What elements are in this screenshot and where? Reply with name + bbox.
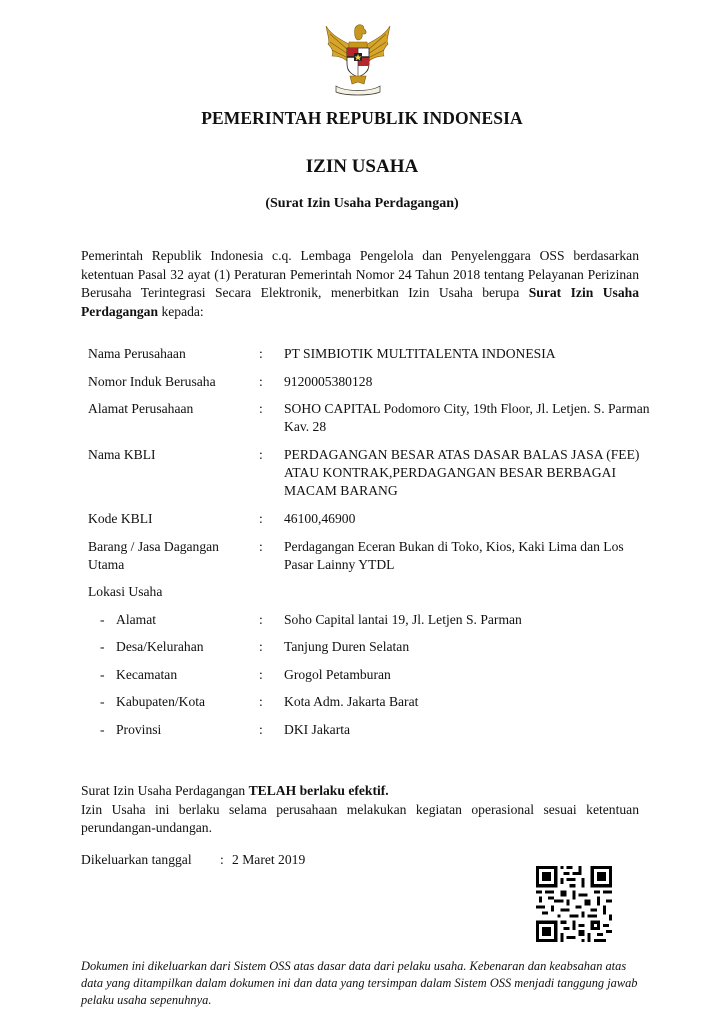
value-nib: 9120005380128 — [284, 374, 373, 389]
validity-paragraph — [81, 782, 639, 838]
label-alamat: Alamat — [116, 612, 157, 627]
value-kabupaten: Kota Adm. Jakarta Barat — [284, 694, 419, 709]
colon: : — [259, 667, 263, 682]
value-provinsi: DKI Jakarta — [284, 722, 351, 737]
label-desa: Desa/Kelurahan — [116, 639, 204, 654]
colon: : — [259, 639, 263, 654]
status-line — [81, 782, 639, 801]
colon: : — [259, 722, 263, 737]
document-subtitle: (Surat Izin Usaha Perdagangan) — [265, 196, 459, 211]
value-nama-kbli: PERDAGANGAN BESAR ATAS DASAR BALAS JASA (FEE) ATAU KONTRAK,PERDAGANGAN BESAR BERBAGAI MACAM BARANG — [284, 447, 640, 498]
colon: : — [220, 852, 224, 867]
colon: : — [259, 511, 263, 526]
value-kode-kbli: 46100,46900 — [284, 511, 356, 526]
intro-paragraph — [81, 247, 639, 321]
issued-date-label: Dikeluarkan tanggal — [81, 852, 192, 867]
colon: : — [259, 374, 263, 389]
colon: : — [259, 401, 263, 416]
status-prefix: Surat Izin Usaha Perdagangan — [81, 783, 249, 798]
value-alamat-perusahaan: SOHO CAPITAL Podomoro City, 19th Floor, Jl. Letjen. S. Parman Kav. 28 — [284, 401, 650, 434]
label-nama-kbli: Nama KBLI — [88, 447, 156, 462]
qr-code-icon — [536, 866, 612, 942]
intro-text-end: kepada: — [158, 303, 204, 319]
value-barang-jasa: Perdagangan Eceran Bukan di Toko, Kios, Kaki Lima dan Los Pasar Lainny YTDL — [284, 539, 624, 572]
label-kode-kbli: Kode KBLI — [88, 511, 153, 526]
value-desa: Tanjung Duren Selatan — [284, 639, 410, 654]
label-provinsi: Provinsi — [116, 722, 162, 737]
colon: : — [259, 612, 263, 627]
disclaimer: Dokumen ini dikeluarkan dari Sistem OSS atas dasar data dari pelaku usaha. Kebenaran dan keabsahan atas data yang ditampilkan dalam dokumen ini dan data yang tersimpan dalam Sistem OSS menjadi tanggung jawab pelaku usaha sepenuhnya. — [81, 959, 638, 1007]
intro-text: Pemerintah Republik Indonesia c.q. Lembaga Pengelola dan Penyelenggara OSS berdasarkan ketentuan Pasal 32 ayat (1) Peraturan Pemerintah Nomor 24 Tahun 2018 tentang Pelayanan Perizinan Berusaha Terintegrasi Secara Elektronik, menerbitkan Izin Usaha berupa — [81, 248, 639, 301]
intro-bold-text: Surat Izin Usaha Perdagangan — [81, 285, 640, 319]
validity-text: Izin Usaha ini berlaku selama perusahaan melakukan kegiatan operasional sesuai ketentuan perundangan-undangan. — [81, 801, 639, 836]
colon: : — [259, 539, 263, 554]
label-nama-perusahaan: Nama Perusahaan — [88, 346, 186, 361]
value-alamat: Soho Capital lantai 19, Jl. Letjen S. Parman — [284, 612, 522, 627]
label-nib: Nomor Induk Berusaha — [88, 374, 216, 389]
label-kabupaten: Kabupaten/Kota — [116, 694, 206, 709]
colon: : — [259, 694, 263, 709]
label-lokasi-usaha: Lokasi Usaha — [88, 584, 163, 599]
bullet-dash: - — [100, 667, 105, 682]
bullet-dash: - — [100, 694, 105, 709]
value-kecamatan: Grogol Petamburan — [284, 667, 391, 682]
colon: : — [259, 346, 263, 361]
colon: : — [259, 447, 263, 462]
status-bold: TELAH berlaku efektif. — [248, 783, 389, 798]
document-title: IZIN USAHA — [305, 156, 419, 177]
garuda-emblem-icon — [322, 22, 394, 96]
value-nama-perusahaan: PT SIMBIOTIK MULTITALENTA INDONESIA — [284, 346, 556, 361]
government-heading: PEMERINTAH REPUBLIK INDONESIA — [201, 108, 523, 128]
bullet-dash: - — [100, 639, 105, 654]
bullet-dash: - — [100, 722, 105, 737]
bullet-dash: - — [100, 612, 105, 627]
label-barang-jasa: Barang / Jasa Dagangan Utama — [88, 539, 219, 572]
label-alamat-perusahaan: Alamat Perusahaan — [88, 401, 194, 416]
label-kecamatan: Kecamatan — [116, 667, 178, 682]
issued-date-value: 2 Maret 2019 — [232, 852, 306, 867]
